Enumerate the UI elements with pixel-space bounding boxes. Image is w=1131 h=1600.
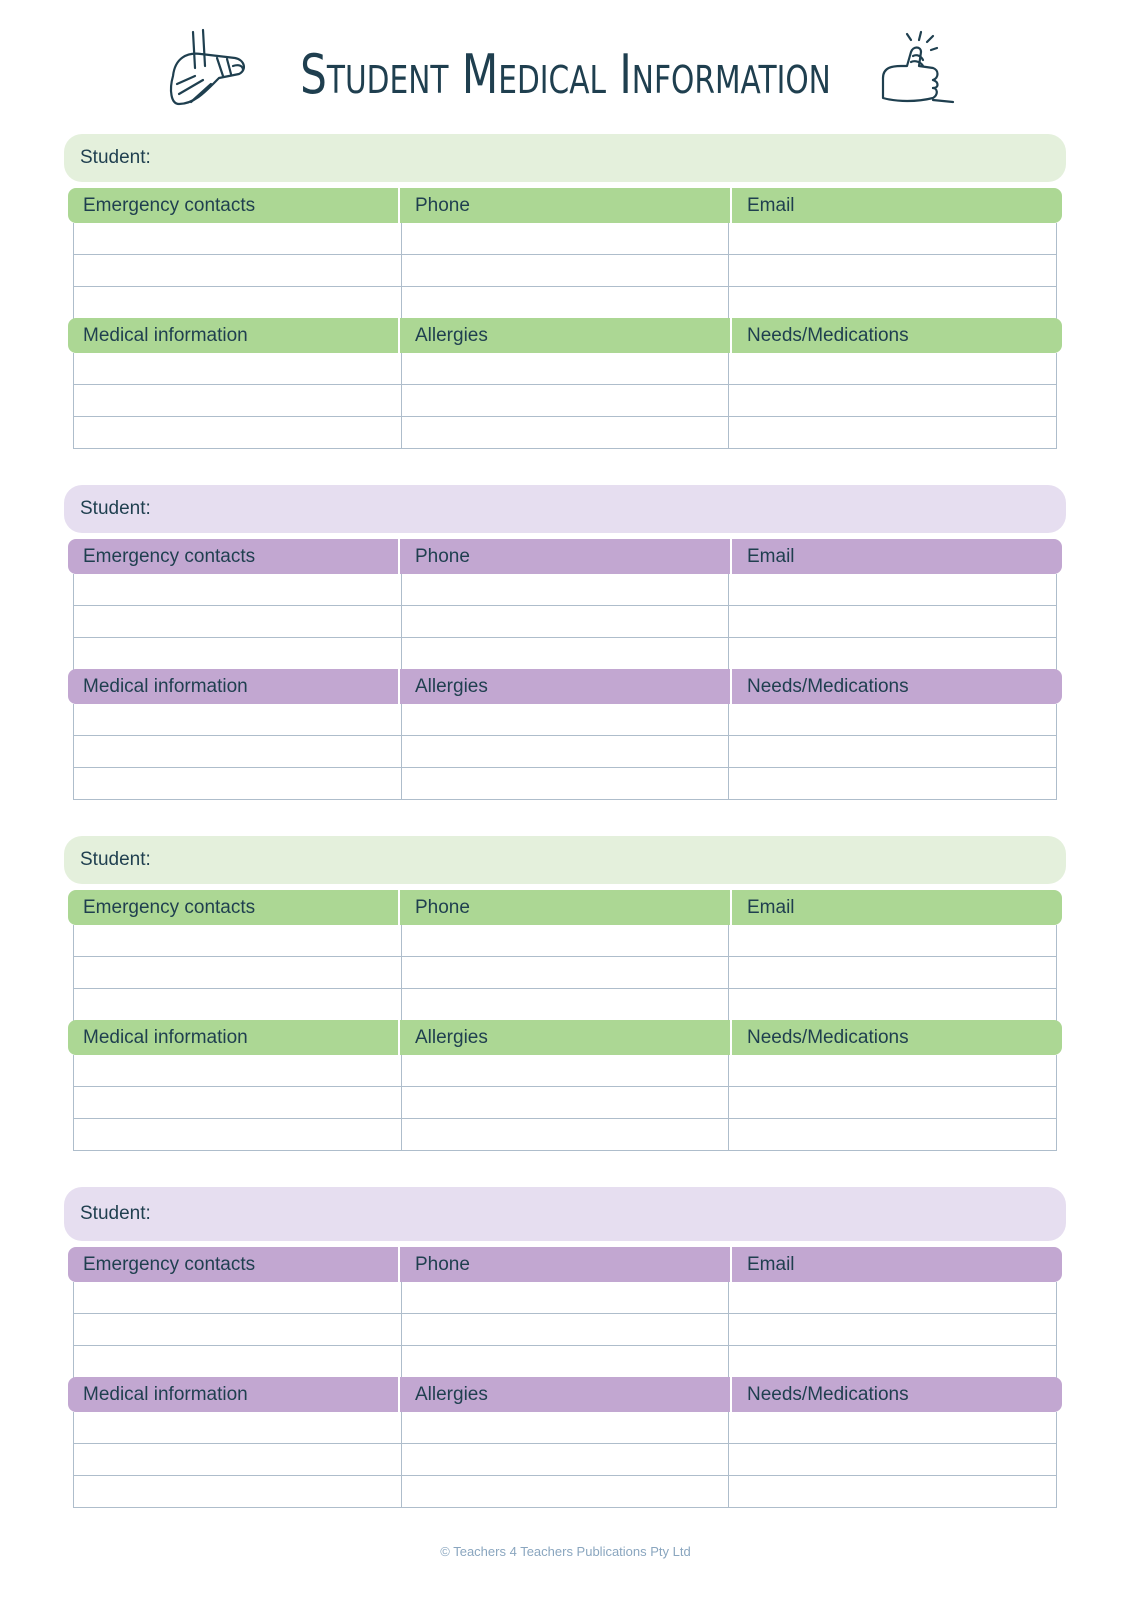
input-cell[interactable] — [74, 223, 401, 254]
student-name-field[interactable]: Student: — [64, 1187, 1066, 1241]
medical-header-row — [68, 669, 1062, 704]
input-cell[interactable] — [728, 606, 1056, 637]
input-cell[interactable] — [401, 638, 729, 670]
table-row — [74, 574, 1056, 606]
header-allergies: Allergies — [398, 1377, 730, 1412]
input-cell[interactable] — [728, 223, 1056, 254]
header-phone: Phone — [398, 188, 730, 223]
input-cell[interactable] — [728, 287, 1056, 319]
header-medical-information: Medical information — [83, 1384, 248, 1405]
table-row — [74, 768, 1056, 800]
student-name-field[interactable]: Student: — [64, 134, 1066, 182]
input-cell[interactable] — [401, 736, 729, 767]
input-cell[interactable] — [728, 1314, 1056, 1345]
input-cell[interactable] — [728, 1412, 1056, 1443]
medical-grid — [73, 1412, 1057, 1508]
header-email: Email — [730, 539, 1062, 574]
input-cell[interactable] — [401, 768, 729, 799]
page-title: Student Medical Information — [300, 43, 831, 106]
input-cell[interactable] — [401, 1444, 729, 1475]
input-cell[interactable] — [728, 989, 1056, 1021]
table-row — [74, 1444, 1056, 1476]
header-needs-medications: Needs/Medications — [730, 669, 1062, 704]
header-medical-information: Medical information — [83, 676, 248, 697]
student-name-field[interactable]: Student: — [64, 485, 1066, 533]
input-cell[interactable] — [401, 989, 729, 1021]
input-cell[interactable] — [74, 1087, 401, 1118]
contacts-header-row — [68, 890, 1062, 925]
table-row — [74, 385, 1056, 417]
table-row — [74, 925, 1056, 957]
input-cell[interactable] — [728, 255, 1056, 286]
table-row — [74, 1119, 1056, 1151]
table-row — [74, 1314, 1056, 1346]
table-row — [74, 704, 1056, 736]
input-cell[interactable] — [728, 1282, 1056, 1313]
input-cell[interactable] — [728, 385, 1056, 416]
input-cell[interactable] — [74, 1444, 401, 1475]
input-cell[interactable] — [74, 1119, 401, 1150]
input-cell[interactable] — [401, 1282, 729, 1313]
header-allergies: Allergies — [398, 318, 730, 353]
input-cell[interactable] — [74, 1055, 401, 1086]
input-cell[interactable] — [74, 1476, 401, 1507]
table-row — [74, 417, 1056, 449]
input-cell[interactable] — [728, 638, 1056, 670]
input-cell[interactable] — [728, 1055, 1056, 1086]
input-cell[interactable] — [401, 287, 729, 319]
header-needs-medications: Needs/Medications — [730, 1020, 1062, 1055]
input-cell[interactable] — [74, 704, 401, 735]
header-emergency-contacts: Emergency contacts — [83, 897, 256, 918]
header-phone: Phone — [398, 1247, 730, 1282]
input-cell[interactable] — [401, 1119, 729, 1150]
header-medical-information: Medical information — [83, 1027, 248, 1048]
input-cell[interactable] — [74, 768, 401, 799]
table-row — [74, 1412, 1056, 1444]
thumb-bandage-icon — [877, 28, 961, 108]
input-cell[interactable] — [401, 1055, 729, 1086]
input-cell[interactable] — [401, 223, 729, 254]
table-row — [74, 1087, 1056, 1119]
medical-header-row — [68, 1020, 1062, 1055]
input-cell[interactable] — [401, 1346, 729, 1378]
header-needs-medications: Needs/Medications — [730, 1377, 1062, 1412]
input-cell[interactable] — [728, 1119, 1056, 1150]
copyright-footer: © Teachers 4 Teachers Publications Pty Ltd — [440, 1544, 691, 1559]
input-cell[interactable] — [728, 574, 1056, 605]
table-row — [74, 353, 1056, 385]
header-allergies: Allergies — [398, 1020, 730, 1055]
input-cell[interactable] — [74, 417, 401, 448]
input-cell[interactable] — [401, 255, 729, 286]
input-cell[interactable] — [74, 925, 401, 956]
header-medical-information: Medical information — [83, 325, 248, 346]
contacts-header-row — [68, 539, 1062, 574]
input-cell[interactable] — [74, 736, 401, 767]
contacts-grid — [73, 223, 1057, 319]
table-row — [74, 736, 1056, 768]
contacts-grid — [73, 925, 1057, 1021]
header-phone: Phone — [398, 539, 730, 574]
input-cell[interactable] — [401, 1087, 729, 1118]
input-cell[interactable] — [401, 1412, 729, 1443]
input-cell[interactable] — [74, 638, 401, 670]
table-row — [74, 989, 1056, 1021]
input-cell[interactable] — [401, 1314, 729, 1345]
input-cell[interactable] — [74, 385, 401, 416]
input-cell[interactable] — [401, 385, 729, 416]
contacts-header-row — [68, 188, 1062, 223]
input-cell[interactable] — [728, 1476, 1056, 1507]
input-cell[interactable] — [74, 353, 401, 384]
table-row — [74, 255, 1056, 287]
input-cell[interactable] — [728, 957, 1056, 988]
medical-header-row — [68, 318, 1062, 353]
input-cell[interactable] — [74, 287, 401, 319]
input-cell[interactable] — [74, 1282, 401, 1313]
contacts-grid — [73, 1282, 1057, 1378]
medical-grid — [73, 353, 1057, 449]
medical-grid — [73, 704, 1057, 800]
table-row — [74, 1476, 1056, 1508]
input-cell[interactable] — [74, 574, 401, 605]
input-cell[interactable] — [728, 1346, 1056, 1378]
input-cell[interactable] — [401, 574, 729, 605]
input-cell[interactable] — [74, 957, 401, 988]
medical-grid — [73, 1055, 1057, 1151]
contacts-header-row — [68, 1247, 1062, 1282]
table-row — [74, 1282, 1056, 1314]
input-cell[interactable] — [401, 925, 729, 956]
table-row — [74, 606, 1056, 638]
input-cell[interactable] — [74, 1346, 401, 1378]
table-row — [74, 287, 1056, 319]
input-cell[interactable] — [401, 1476, 729, 1507]
table-row — [74, 957, 1056, 989]
input-cell[interactable] — [728, 925, 1056, 956]
input-cell[interactable] — [728, 736, 1056, 767]
header-email: Email — [730, 890, 1062, 925]
medical-header-row — [68, 1377, 1062, 1412]
table-row — [74, 223, 1056, 255]
header-needs-medications: Needs/Medications — [730, 318, 1062, 353]
input-cell[interactable] — [401, 606, 729, 637]
input-cell[interactable] — [401, 957, 729, 988]
header-phone: Phone — [398, 890, 730, 925]
input-cell[interactable] — [74, 989, 401, 1021]
input-cell[interactable] — [74, 1314, 401, 1345]
input-cell[interactable] — [74, 255, 401, 286]
input-cell[interactable] — [401, 417, 729, 448]
header-email: Email — [730, 1247, 1062, 1282]
table-row — [74, 1055, 1056, 1087]
header-emergency-contacts: Emergency contacts — [83, 195, 256, 216]
input-cell[interactable] — [728, 417, 1056, 448]
input-cell[interactable] — [728, 1087, 1056, 1118]
input-cell[interactable] — [728, 768, 1056, 799]
table-row — [74, 1346, 1056, 1378]
page-header — [0, 0, 1131, 130]
contacts-grid — [73, 574, 1057, 670]
table-row — [74, 638, 1056, 670]
input-cell[interactable] — [74, 606, 401, 637]
student-name-field[interactable]: Student: — [64, 836, 1066, 884]
header-emergency-contacts: Emergency contacts — [83, 1254, 256, 1275]
header-allergies: Allergies — [398, 669, 730, 704]
input-cell[interactable] — [74, 1412, 401, 1443]
input-cell[interactable] — [401, 353, 729, 384]
input-cell[interactable] — [401, 704, 729, 735]
input-cell[interactable] — [728, 1444, 1056, 1475]
header-email: Email — [730, 188, 1062, 223]
input-cell[interactable] — [728, 704, 1056, 735]
input-cell[interactable] — [728, 353, 1056, 384]
header-emergency-contacts: Emergency contacts — [83, 546, 256, 567]
